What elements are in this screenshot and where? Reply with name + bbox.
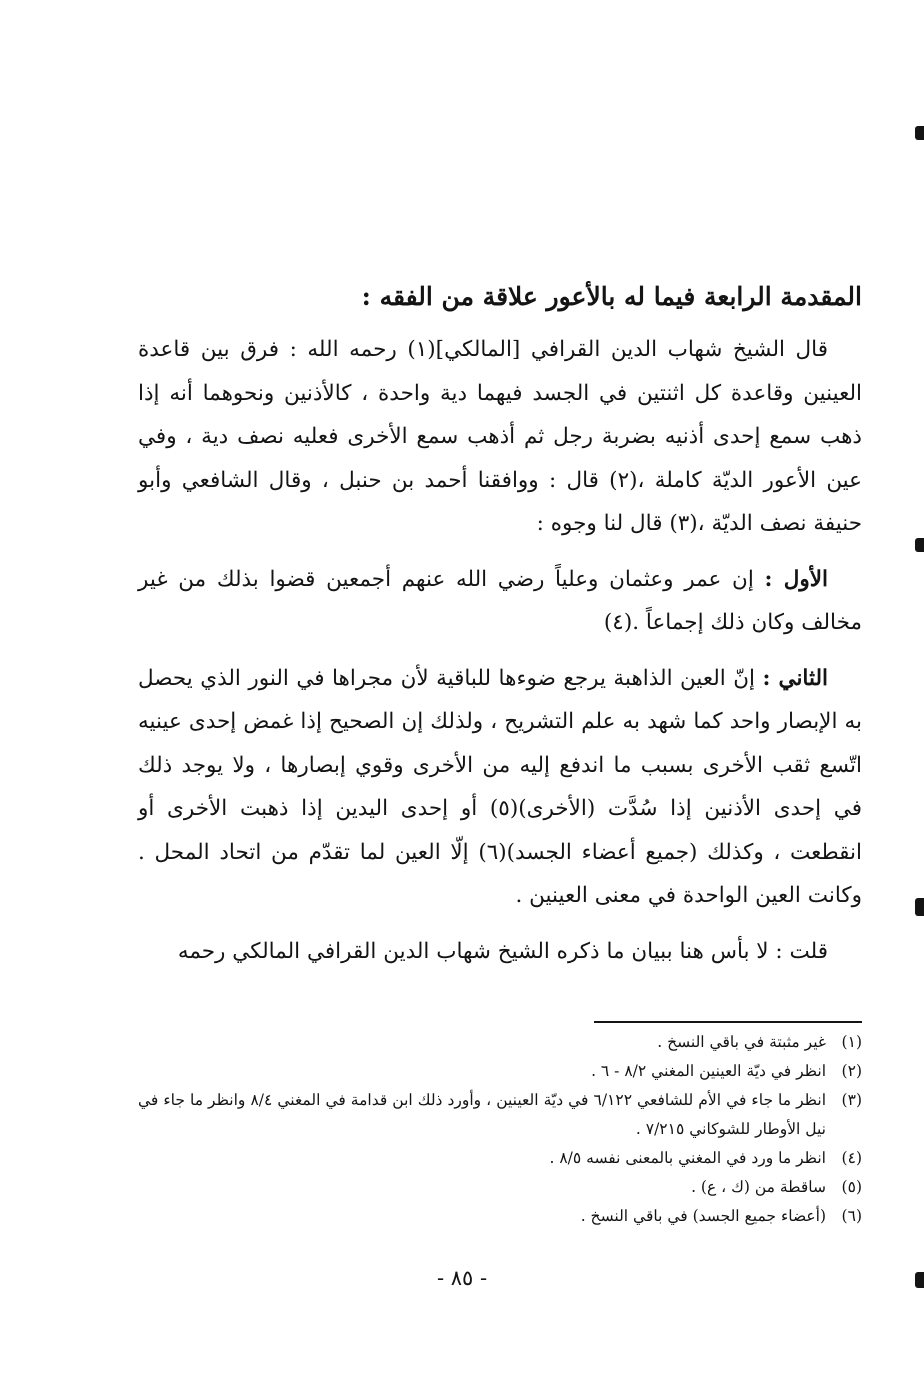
paragraph-text: قال الشيخ شهاب الدين القرافي [المالكي](١) رحمه الله : فرق بين قاعدة العينين وقاعدة كل اثنتين في الجسد فيهما دية واحدة ، كالأذنين ونحوهما أنه إذا ذهب سمع إحدى أذنيه بضربة رجل ثم أذهب سمع الأخرى فعليه نصف دية ، وفي عين الأعور الديّة كاملة ،(٢) قال : ووافقنا أحمد بن حنبل ، وقال الشافعي وأبو حنيفة نصف الديّة ،(٣) قال لنا وجوه : — [138, 337, 863, 536]
paragraph-lead: الثاني : — [762, 665, 828, 691]
footnote-item — [138, 1173, 862, 1202]
footnote-number: (٢) — [841, 1062, 862, 1080]
footnote-text: انظر ما جاء في الأم للشافعي ٦/١٢٢ في ديّة العينين ، وأورد ذلك ابن قدامة في المغني ٨/٤ وانظر ما جاء في نيل الأوطار للشوكاني ٧/٢١٥ . — [138, 1091, 827, 1138]
section-heading: المقدمة الرابعة فيما له بالأعور علاقة من الفقه : — [361, 282, 862, 311]
footnotes — [138, 1028, 862, 1231]
paragraph-lead: الأول : — [764, 566, 828, 592]
paragraph-second-reason — [138, 657, 862, 918]
footnote-number: (٣) — [841, 1091, 862, 1109]
footnote-item — [138, 1202, 862, 1231]
paragraph-text: قلت : لا بأس هنا ببيان ما ذكره الشيخ شهاب الدين القرافي المالكي رحمه — [177, 938, 828, 964]
footnote-item — [138, 1028, 862, 1057]
footnote-text: انظر ما ورد في المغني بالمعنى نفسه ٨/٥ . — [549, 1149, 826, 1167]
binding-edge-mark — [915, 898, 924, 916]
footnote-text: ساقطة من (ك ، ع) . — [691, 1178, 826, 1196]
footnote-number: (١) — [841, 1033, 862, 1051]
binding-edge-mark — [915, 538, 924, 552]
footnote-item — [138, 1144, 862, 1173]
paragraph-intro — [138, 328, 862, 546]
footnote-number: (٦) — [841, 1207, 862, 1225]
paragraph-text: إنّ العين الذاهبة يرجع ضوءها للباقية لأن مجراها في النور الذي يحصل به الإبصار واحد كما شهد به علم التشريح ، ولذلك إن الصحيح إذا غمض إحدى عينيه اتّسع ثقب الأخرى بسبب ما اندفع إليه من الأخرى وقوي إبصارها ، ولا يوجد ذلك في إحدى الأذنين إذا سُدَّت (الأخرى)(٥) أو إحدى اليدين إذا ذهبت الأخرى أو انقطعت ، وكذلك (جميع أعضاء الجسد)(٦) إلّا العين لما تقدّم من اتحاد المحل . وكانت العين الواحدة في معنى العينين . — [138, 665, 863, 908]
footnote-item — [138, 1086, 862, 1144]
paragraph-first-reason — [138, 558, 862, 645]
footnote-text: غير مثبتة في باقي النسخ . — [657, 1033, 826, 1051]
paragraph-text: إن عمر وعثمان وعلياً رضي الله عنهم أجمعين قضوا بذلك من غير مخالف وكان ذلك إجماعاً .(٤) — [138, 566, 862, 635]
footnote-text: (أعضاء جميع الجسد) في باقي النسخ . — [580, 1207, 826, 1225]
main-text — [138, 272, 862, 985]
footnote-divider — [594, 1021, 862, 1023]
binding-edge-mark — [915, 126, 924, 140]
footnote-text: انظر في ديّة العينين المغني ٨/٢ - ٦ . — [591, 1062, 826, 1080]
footnote-item — [138, 1057, 862, 1086]
paragraph-commentary — [138, 930, 862, 974]
page-number: - ٨٥ - — [436, 1266, 488, 1290]
footnote-number: (٥) — [841, 1178, 862, 1196]
binding-edge-mark — [915, 1272, 924, 1288]
footnote-number: (٤) — [841, 1149, 862, 1167]
